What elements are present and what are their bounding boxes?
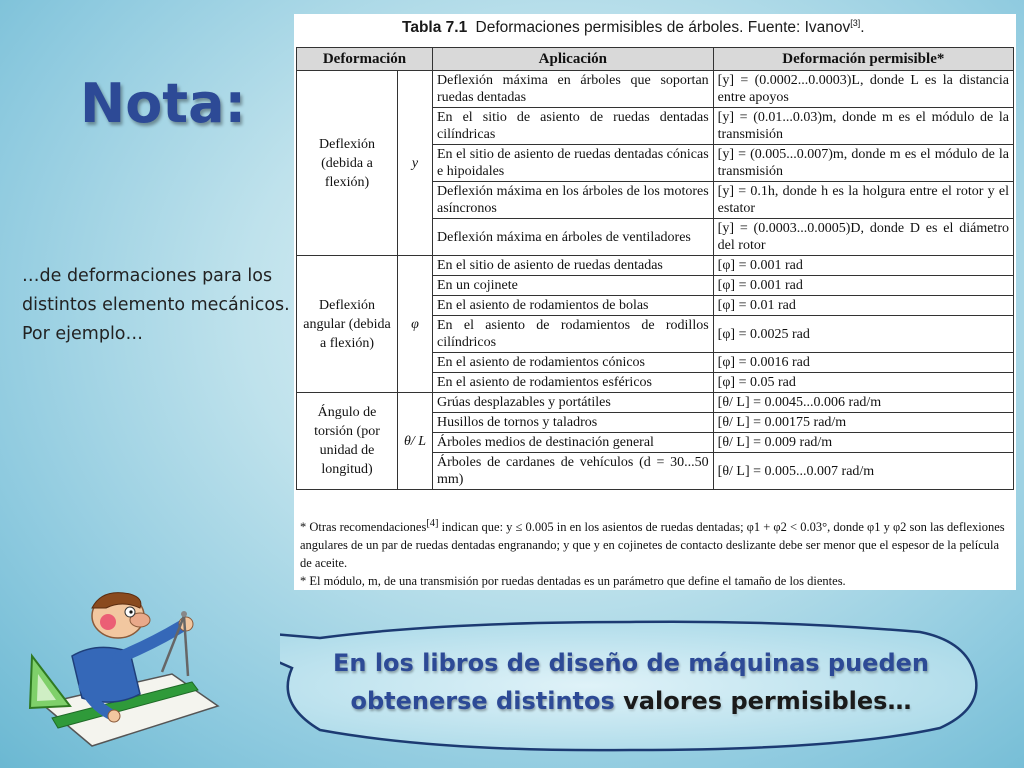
permissible-cell: [y] = (0.0003...0.0005)D, donde D es el diámetro del rotor: [713, 219, 1013, 256]
footnote-1-ref: [4]: [426, 518, 439, 529]
application-cell: En un cojinete: [433, 276, 714, 296]
application-cell: Grúas desplazables y portátiles: [433, 393, 714, 413]
header-deformacion-permisible: Deformación permisible*: [713, 48, 1013, 71]
group-name: Deflexión (debida a flexión): [297, 71, 398, 256]
application-cell: En el sitio de asiento de ruedas dentadas cilíndricas: [433, 108, 714, 145]
application-cell: Deflexión máxima en árboles de ventiladores: [433, 219, 714, 256]
footnote-1: [300, 515, 1012, 572]
slide-title: Nota:: [80, 72, 247, 135]
application-cell: Árboles de cardanes de vehículos (d = 30...50 mm): [433, 453, 714, 490]
speech-bubble: [280, 620, 980, 752]
header-deformacion: Deformación: [297, 48, 433, 71]
permissible-cell: [θ/ L] = 0.009 rad/m: [713, 433, 1013, 453]
bubble-message-blue: En los libros de diseño de máquinas pueden obtenerse distintos: [332, 649, 929, 715]
permissible-cell: [φ] = 0.001 rad: [713, 276, 1013, 296]
header-aplicacion: Aplicación: [433, 48, 714, 71]
application-cell: En el asiento de rodamientos de bolas: [433, 296, 714, 316]
footnote-1-body: indican que: y ≤ 0.005 in en los asientos de ruedas dentadas; φ1 + φ2 < 0.03°, donde φ1 y φ2 son las deflexiones angulares de un par de ruedas dentadas engranando; y que y en cojinetes de contacto deslizante debe ser menor que el espesor de la película de aceite.: [300, 520, 1005, 571]
permissible-cell: [φ] = 0.05 rad: [713, 373, 1013, 393]
side-caption: …de deformaciones para los distintos elemento mecánicos. Por ejemplo…: [22, 266, 290, 344]
permissible-cell: [θ/ L] = 0.0045...0.006 rad/m: [713, 393, 1013, 413]
permissible-cell: [y] = (0.005...0.007)m, donde m es el módulo de la transmisión: [713, 145, 1013, 182]
application-cell: En el asiento de rodamientos esféricos: [433, 373, 714, 393]
group-symbol: y: [398, 71, 433, 256]
permissible-cell: [y] = (0.0002...0.0003)L, donde L es la distancia entre apoyos: [713, 71, 1013, 108]
footnote-1-start: * Otras recomendaciones: [300, 520, 427, 535]
bubble-message-dark: valores permisibles…: [623, 687, 912, 715]
group-name: Deflexión angular (debida a flexión): [297, 256, 398, 393]
application-cell: En el asiento de rodamientos de rodillos cilíndricos: [433, 316, 714, 353]
permissible-cell: [φ] = 0.01 rad: [713, 296, 1013, 316]
permissible-cell: [y] = (0.01...0.03)m, donde m es el módulo de la transmisión: [713, 108, 1013, 145]
application-cell: En el asiento de rodamientos cónicos: [433, 353, 714, 373]
application-cell: En el sitio de asiento de ruedas dentadas cónicas e hipoidales: [433, 145, 714, 182]
table-caption: [402, 18, 1002, 37]
deformation-table: [296, 47, 1014, 490]
table-header-row: [297, 48, 1014, 71]
table-footnotes: [300, 515, 1012, 590]
permissible-cell: [y] = 0.1h, donde h es la holgura entre el rotor y el estator: [713, 182, 1013, 219]
table-caption-end: .: [860, 19, 865, 37]
application-cell: Árboles medios de destinación general: [433, 433, 714, 453]
engineer-cartoon-icon: [22, 586, 252, 756]
application-cell: Deflexión máxima en árboles que soportan ruedas dentadas: [433, 71, 714, 108]
group-name: Ángulo de torsión (por unidad de longitud): [297, 393, 398, 490]
group-symbol: θ/ L: [398, 393, 433, 490]
table-row: [297, 71, 1014, 108]
application-cell: En el sitio de asiento de ruedas dentadas: [433, 256, 714, 276]
group-symbol: φ: [398, 256, 433, 393]
table-row: [297, 256, 1014, 276]
table-caption-ref: [3]: [850, 18, 861, 28]
application-cell: Deflexión máxima en los árboles de los motores asíncronos: [433, 182, 714, 219]
table-caption-text: Deformaciones permisibles de árboles. Fuente: Ivanov: [475, 19, 851, 37]
application-cell: Husillos de tornos y taladros: [433, 413, 714, 433]
table-row: [297, 393, 1014, 413]
permissible-cell: [φ] = 0.0025 rad: [713, 316, 1013, 353]
permissible-cell: [φ] = 0.001 rad: [713, 256, 1013, 276]
permissible-cell: [φ] = 0.0016 rad: [713, 353, 1013, 373]
table-caption-label: Tabla 7.1: [402, 19, 468, 37]
bubble-message: [316, 644, 946, 720]
permissible-cell: [θ/ L] = 0.005...0.007 rad/m: [713, 453, 1013, 490]
footnote-2: * El módulo, m, de una transmisión por ruedas dentadas es un parámetro que define el tamaño de los dientes.: [300, 574, 846, 589]
permissible-cell: [θ/ L] = 0.00175 rad/m: [713, 413, 1013, 433]
